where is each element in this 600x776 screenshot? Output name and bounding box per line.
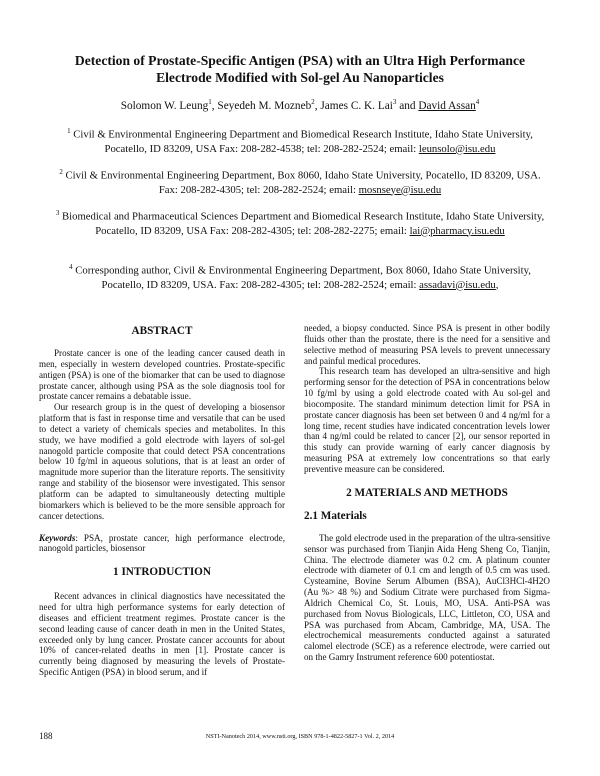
author-4-sup: 4 (475, 98, 480, 106)
author-3: James C. K. Lai (320, 99, 393, 112)
affiliation-1-sup: 1 (67, 127, 71, 135)
introduction-heading: 1 INTRODUCTION (113, 566, 211, 579)
abstract-paragraph-2: Our research group is in the quest of developing a biosensor platform that is fast in response time and versatile that can be used to detect a variety of chemicals species and metabolites. In this study, we have modified a gold electrode with layers of sol-gel nanogold particle composite that could detect PSA concentrations below 10 fg/ml in aqueous solutions, that is at least an order of magnitude more superior than the literature reports. The sensitivity range and stability of the biosensor were investigated. This sensor platform can be adapted to simultaneously detecting multiple biomarkers which is believed to be the more sensible approach for cancer detections. (39, 402, 285, 521)
affiliation-3-text: Biomedical and Pharmaceutical Sciences Department and Biomedical Research Institute, Idaho State University, Pocatello, ID 83209, USA Fax: 208-282-4305; tel: 208-282-2275; email: (62, 210, 545, 237)
affiliation-2-sup: 2 (59, 168, 63, 176)
keywords (39, 533, 285, 555)
author-2-sup: 2 (311, 98, 315, 106)
footer-citation: NSTI-Nanotech 2014, www.nsti.org, ISBN 978-1-4822-5827-1 Vol. 2, 2014 (205, 733, 395, 740)
affiliation-4 (50, 260, 550, 292)
right-paragraph-1: needed, a biopsy conducted. Since PSA is present in other bodily fluids other than the prostate, there is the need for a sensitive and selective method of measuring PSA levels to prevent unnecessary and painful medical procedures. (304, 323, 550, 366)
abstract-heading: ABSTRACT (131, 325, 193, 337)
affiliation-2 (50, 165, 550, 197)
materials-heading: 2.1 Materials (304, 509, 367, 522)
paper-title (40, 52, 560, 86)
affiliation-2-email[interactable]: mosnseye@isu.edu (358, 183, 442, 196)
affiliation-3-email[interactable]: lai@pharmacy.isu.edu (409, 224, 505, 237)
affiliation-4-sup: 4 (69, 263, 73, 271)
right-paragraph-2: This research team has developed an ultra-sensitive and high performing sensor for the detection of PSA in concentrations below 10 fg/ml by using a gold electrode coated with Au sol-gel and biocomposite. The standard minimum detection limit for PSA in prostate cancer diagnosis has been set between 0 and 4 ng/ml for a long time, recent studies have indicated concentration levels lower than 4 ng/ml could be related to cancer [2], our sensor reported in this study can provide warning of early cancer diagnosis by measuring PSA at extremely low concentrations so that early preventive measure can be considered. (304, 366, 550, 474)
affiliation-2-text: Civil & Environmental Engineering Department, Box 8060, Idaho State University, Pocatello, ID 83209, USA. Fax: 208-282-4305; tel: 208-282-2524; email: (65, 169, 541, 196)
title-line-1: Detection of Prostate-Specific Antigen (PSA) with an Ultra High Performance (74, 53, 526, 68)
author-2: Seyedeh M. Mozneb (217, 99, 312, 112)
affiliation-3-sup: 3 (55, 209, 60, 217)
materials-paragraph-1: The gold electrode used in the preparation of the ultra-sensitive sensor was purchased from Tianjin Aida Heng Sheng Co, Tianjin, China. The electrode diameter was 0.2 cm. A platinum counter electrode with diameter of 0.1 cm and length of 0.5 cm was used. Cysteamine, Bovine Serum Albumen (BSA), AuCl3HCl-4H2O (Au %> 48 %) and Sodium Citrate were purchased from Sigma-Aldrich Chemical Co, St. Louis, MO, USA. Anti-PSA was purchased from Novus Biologicals, LLC, Littleton, CO, USA and PSA was purchased from Abcam, Cambridge, MA, USA. The electrochemical measurements conducted against a saturated calomel electrode (SCE) as a reference electrode, were carried out on the Gamry Instrument reference 600 potentiostat. (304, 532, 550, 663)
introduction-paragraph-1: Recent advances in clinical diagnostics have necessitated the need for ultra high performance systems for early detection of diseases and efficient treatment regimes. Prostate cancer is the second leading cause of cancer death in men in the United States, exceeded only by lung cancer. Prostate cancer accounts for about 10% of cancer-related deaths in men [1]. Prostate cancer is currently being diagnosed by measuring the levels of Prostate-Specific Antigen (PSA) in blood serum, and if (39, 591, 285, 678)
author-1: Solomon W. Leung (120, 99, 209, 112)
affiliation-1-text: Civil & Environmental Engineering Department and Biomedical Research Institute, Idaho State University, Pocatello, ID 83209, USA Fax: 208-282-4538; tel: 208-282-2524; email: (73, 128, 533, 155)
affiliation-3 (50, 206, 550, 238)
page-number: 188 (39, 731, 53, 741)
affiliation-1 (50, 124, 550, 156)
methods-heading: 2 MATERIALS AND METHODS (346, 486, 508, 499)
author-1-sup: 1 (208, 98, 212, 106)
abstract-paragraph-1: Prostate cancer is one of the leading cancer caused death in men, especially in western developed countries. Prostate-specific antigen (PSA) is one of the biomarker that can be used to diagnose prostate cancer, although using PSA as the sole diagnosis tool for prostate cancer remains a debatable issue. (39, 348, 285, 402)
author-list: Solomon W. Leung$^1$, Seyedeh M. Mozneb$^2$, James C. K. Lai$^3$ and David Assan$^4$ (120, 98, 480, 112)
affiliation-4-tail: , (495, 278, 499, 291)
author-and: and (399, 99, 416, 112)
affiliation-4-email[interactable]: assadavi@isu.edu (419, 278, 496, 291)
affiliation-4-text: Corresponding author, Civil & Environmental Engineering Department, Box 8060, Idaho State University, Pocatello, ID 83209, USA. Fax: 208-282-4305; tel: 208-282-2524; email: (75, 264, 531, 291)
right-column (304, 323, 550, 663)
affiliation-1-email[interactable]: leunsolo@isu.edu (418, 142, 496, 155)
left-column (39, 325, 285, 678)
author-3-sup: 3 (392, 98, 397, 106)
title-line-2: Electrode Modified with Sol-gel Au Nanoparticles (156, 70, 444, 85)
author-4[interactable]: David Assan (418, 99, 476, 112)
keywords-text: : PSA, prostate cancer, high performance electrode, nanogold particles, biosensor (39, 532, 285, 554)
keywords-label: Keywords (39, 532, 76, 543)
